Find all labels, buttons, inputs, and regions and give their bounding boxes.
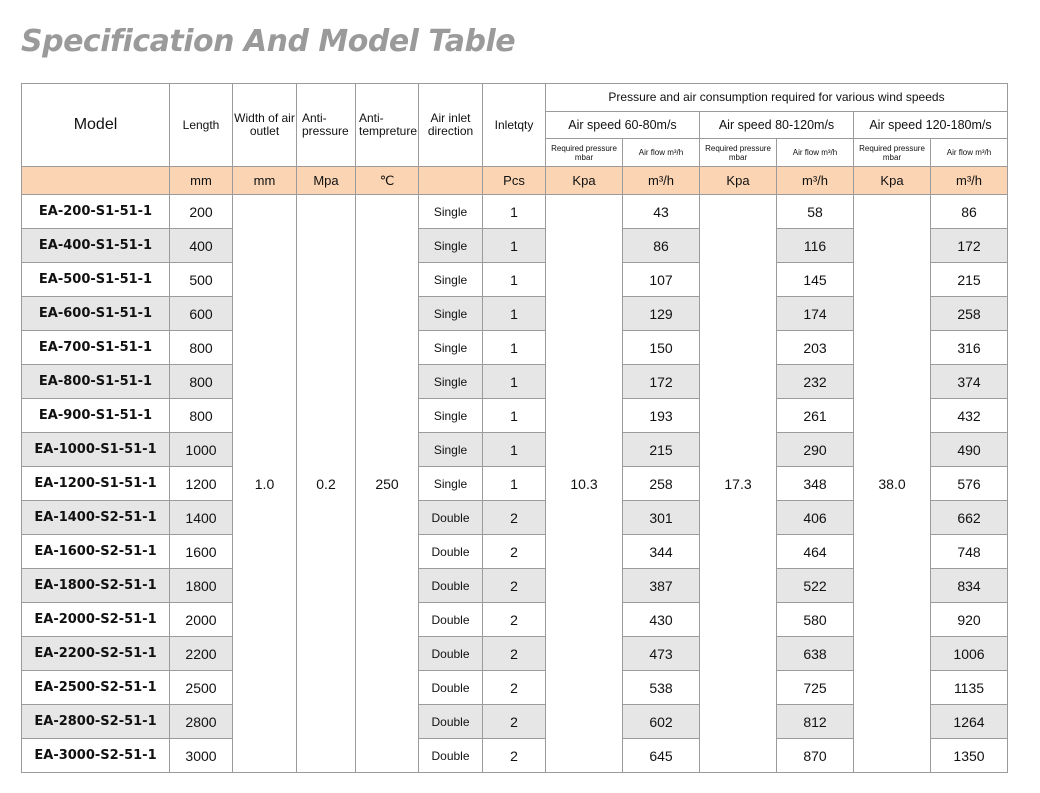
- airflow-1-cell: 430: [623, 603, 700, 637]
- inletqty-cell: 2: [483, 671, 546, 705]
- inletqty-cell: 1: [483, 229, 546, 263]
- direction-cell: Single: [419, 195, 483, 229]
- shared-pressure-3-cell: 38.0: [854, 195, 931, 773]
- direction-cell: Double: [419, 739, 483, 773]
- unit-p2: Kpa: [700, 167, 777, 195]
- model-cell: EA-1200-S1-51-1: [22, 467, 170, 501]
- airflow-1-cell: 129: [623, 297, 700, 331]
- airflow-1-cell: 473: [623, 637, 700, 671]
- airflow-3-cell: 374: [931, 365, 1008, 399]
- model-cell: EA-2000-S2-51-1: [22, 603, 170, 637]
- model-cell: EA-2200-S2-51-1: [22, 637, 170, 671]
- airflow-1-cell: 387: [623, 569, 700, 603]
- airflow-1-cell: 301: [623, 501, 700, 535]
- unit-direction: [419, 167, 483, 195]
- shared-pressure-2-cell: 17.3: [700, 195, 777, 773]
- header-anti-temperature: Anti-tempreture: [356, 84, 419, 167]
- length-cell: 400: [170, 229, 233, 263]
- direction-cell: Double: [419, 637, 483, 671]
- length-cell: 800: [170, 365, 233, 399]
- airflow-1-cell: 344: [623, 535, 700, 569]
- airflow-2-cell: 870: [777, 739, 854, 773]
- length-cell: 2800: [170, 705, 233, 739]
- unit-p3: Kpa: [854, 167, 931, 195]
- length-cell: 1600: [170, 535, 233, 569]
- inletqty-cell: 1: [483, 433, 546, 467]
- direction-cell: Single: [419, 433, 483, 467]
- airflow-1-cell: 43: [623, 195, 700, 229]
- shared-temperature-cell: 250: [356, 195, 419, 773]
- airflow-2-cell: 174: [777, 297, 854, 331]
- header-length: Length: [170, 84, 233, 167]
- inletqty-cell: 1: [483, 195, 546, 229]
- length-cell: 1000: [170, 433, 233, 467]
- model-cell: EA-1400-S2-51-1: [22, 501, 170, 535]
- shared-pressure-cell: 0.2: [297, 195, 356, 773]
- unit-pressure: Mpa: [297, 167, 356, 195]
- unit-f3: m³/h: [931, 167, 1008, 195]
- header-sub-flow-2: Air flow m³/h: [777, 139, 854, 167]
- inletqty-cell: 1: [483, 331, 546, 365]
- inletqty-cell: 2: [483, 603, 546, 637]
- unit-model: [22, 167, 170, 195]
- header-sub-flow-1: Air flow m³/h: [623, 139, 700, 167]
- airflow-3-cell: 490: [931, 433, 1008, 467]
- model-cell: EA-1800-S2-51-1: [22, 569, 170, 603]
- model-cell: EA-500-S1-51-1: [22, 263, 170, 297]
- airflow-2-cell: 232: [777, 365, 854, 399]
- direction-cell: Single: [419, 331, 483, 365]
- model-cell: EA-200-S1-51-1: [22, 195, 170, 229]
- airflow-2-cell: 725: [777, 671, 854, 705]
- airflow-1-cell: 172: [623, 365, 700, 399]
- length-cell: 3000: [170, 739, 233, 773]
- header-sub-flow-3: Air flow m³/h: [931, 139, 1008, 167]
- inletqty-cell: 2: [483, 501, 546, 535]
- length-cell: 2000: [170, 603, 233, 637]
- header-speed-2: Air speed 80-120m/s: [700, 112, 854, 139]
- airflow-2-cell: 406: [777, 501, 854, 535]
- length-cell: 200: [170, 195, 233, 229]
- page-title: Specification And Model Table: [21, 24, 516, 59]
- airflow-3-cell: 86: [931, 195, 1008, 229]
- direction-cell: Double: [419, 569, 483, 603]
- direction-cell: Single: [419, 365, 483, 399]
- airflow-2-cell: 812: [777, 705, 854, 739]
- airflow-2-cell: 638: [777, 637, 854, 671]
- inletqty-cell: 1: [483, 263, 546, 297]
- direction-cell: Single: [419, 297, 483, 331]
- airflow-2-cell: 145: [777, 263, 854, 297]
- airflow-2-cell: 116: [777, 229, 854, 263]
- airflow-2-cell: 261: [777, 399, 854, 433]
- airflow-3-cell: 1264: [931, 705, 1008, 739]
- airflow-2-cell: 203: [777, 331, 854, 365]
- inletqty-cell: 2: [483, 569, 546, 603]
- airflow-1-cell: 193: [623, 399, 700, 433]
- unit-length: mm: [170, 167, 233, 195]
- inletqty-cell: 2: [483, 637, 546, 671]
- airflow-3-cell: 316: [931, 331, 1008, 365]
- airflow-3-cell: 662: [931, 501, 1008, 535]
- airflow-3-cell: 172: [931, 229, 1008, 263]
- length-cell: 500: [170, 263, 233, 297]
- header-sub-pressure-1: Required pressure mbar: [546, 139, 623, 167]
- header-sub-pressure-2: Required pressure mbar: [700, 139, 777, 167]
- inletqty-cell: 1: [483, 365, 546, 399]
- airflow-2-cell: 522: [777, 569, 854, 603]
- length-cell: 1200: [170, 467, 233, 501]
- unit-p1: Kpa: [546, 167, 623, 195]
- airflow-2-cell: 58: [777, 195, 854, 229]
- direction-cell: Single: [419, 467, 483, 501]
- airflow-3-cell: 215: [931, 263, 1008, 297]
- airflow-3-cell: 1006: [931, 637, 1008, 671]
- length-cell: 1800: [170, 569, 233, 603]
- inletqty-cell: 2: [483, 739, 546, 773]
- header-width: Width of air outlet: [233, 84, 297, 167]
- shared-pressure-1-cell: 10.3: [546, 195, 623, 773]
- airflow-3-cell: 920: [931, 603, 1008, 637]
- model-cell: EA-900-S1-51-1: [22, 399, 170, 433]
- header-inletqty: Inletqty: [483, 84, 546, 167]
- unit-temperature: ℃: [356, 167, 419, 195]
- model-cell: EA-700-S1-51-1: [22, 331, 170, 365]
- inletqty-cell: 2: [483, 705, 546, 739]
- shared-width-cell: 1.0: [233, 195, 297, 773]
- unit-qty: Pcs: [483, 167, 546, 195]
- model-cell: EA-400-S1-51-1: [22, 229, 170, 263]
- model-cell: EA-1000-S1-51-1: [22, 433, 170, 467]
- airflow-3-cell: 834: [931, 569, 1008, 603]
- header-sub-pressure-3: Required pressure mbar: [854, 139, 931, 167]
- table-row: [22, 195, 1008, 229]
- length-cell: 600: [170, 297, 233, 331]
- direction-cell: Double: [419, 535, 483, 569]
- inletqty-cell: 1: [483, 467, 546, 501]
- direction-cell: Double: [419, 705, 483, 739]
- header-anti-pressure: Anti-pressure: [297, 84, 356, 167]
- inletqty-cell: 2: [483, 535, 546, 569]
- header-group: Pressure and air consumption required for various wind speeds: [546, 84, 1008, 112]
- model-cell: EA-2500-S2-51-1: [22, 671, 170, 705]
- direction-cell: Single: [419, 399, 483, 433]
- model-cell: EA-800-S1-51-1: [22, 365, 170, 399]
- model-cell: EA-1600-S2-51-1: [22, 535, 170, 569]
- airflow-1-cell: 150: [623, 331, 700, 365]
- header-speed-3: Air speed 120-180m/s: [854, 112, 1008, 139]
- airflow-2-cell: 290: [777, 433, 854, 467]
- airflow-2-cell: 348: [777, 467, 854, 501]
- length-cell: 800: [170, 331, 233, 365]
- direction-cell: Single: [419, 263, 483, 297]
- airflow-1-cell: 602: [623, 705, 700, 739]
- direction-cell: Double: [419, 501, 483, 535]
- unit-f1: m³/h: [623, 167, 700, 195]
- length-cell: 800: [170, 399, 233, 433]
- airflow-1-cell: 86: [623, 229, 700, 263]
- airflow-3-cell: 1350: [931, 739, 1008, 773]
- airflow-2-cell: 580: [777, 603, 854, 637]
- airflow-1-cell: 538: [623, 671, 700, 705]
- airflow-1-cell: 645: [623, 739, 700, 773]
- airflow-2-cell: 464: [777, 535, 854, 569]
- spec-table: [21, 83, 1008, 773]
- airflow-3-cell: 576: [931, 467, 1008, 501]
- inletqty-cell: 1: [483, 297, 546, 331]
- direction-cell: Double: [419, 671, 483, 705]
- length-cell: 1400: [170, 501, 233, 535]
- model-cell: EA-600-S1-51-1: [22, 297, 170, 331]
- airflow-3-cell: 258: [931, 297, 1008, 331]
- header-speed-1: Air speed 60-80m/s: [546, 112, 700, 139]
- model-cell: EA-3000-S2-51-1: [22, 739, 170, 773]
- length-cell: 2500: [170, 671, 233, 705]
- airflow-1-cell: 258: [623, 467, 700, 501]
- airflow-1-cell: 107: [623, 263, 700, 297]
- airflow-1-cell: 215: [623, 433, 700, 467]
- airflow-3-cell: 432: [931, 399, 1008, 433]
- direction-cell: Single: [419, 229, 483, 263]
- unit-width: mm: [233, 167, 297, 195]
- airflow-3-cell: 1135: [931, 671, 1008, 705]
- airflow-3-cell: 748: [931, 535, 1008, 569]
- length-cell: 2200: [170, 637, 233, 671]
- direction-cell: Double: [419, 603, 483, 637]
- header-air-inlet: Air inlet direction: [419, 84, 483, 167]
- inletqty-cell: 1: [483, 399, 546, 433]
- header-model: Model: [22, 84, 170, 167]
- model-cell: EA-2800-S2-51-1: [22, 705, 170, 739]
- unit-f2: m³/h: [777, 167, 854, 195]
